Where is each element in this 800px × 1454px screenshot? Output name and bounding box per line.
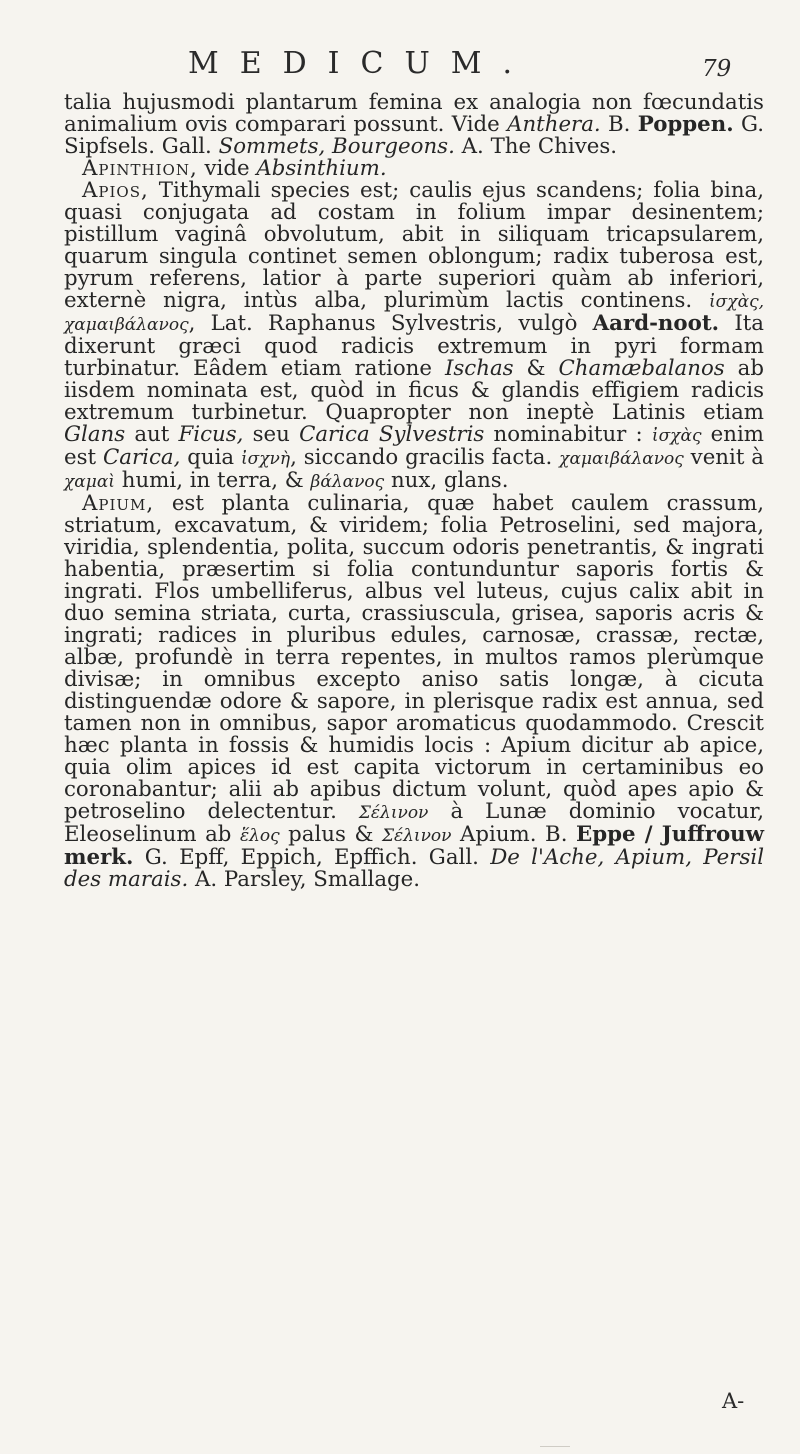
text-span: nux, glans. [384, 468, 509, 493]
text-span: à Lunæ dominio vocatur, Eleoselinum ab [64, 799, 764, 847]
greek-term: ἰσχὰς [651, 426, 702, 446]
text-span: , siccando gracilis facta. [290, 445, 560, 470]
dutch-term: Eppe / Juffrouw merk. [64, 822, 764, 870]
greek-term: χαμαιβάλανος [559, 449, 684, 469]
text-span: humi, in terra, & [114, 468, 311, 493]
french-term: De l'Ache, Apium, Persil des marais. [64, 845, 765, 892]
paragraph-continuation [64, 92, 764, 158]
text-span: vide [197, 156, 257, 181]
dutch-term: Aard-noot. [592, 311, 720, 336]
greek-term: Σέλινον [358, 803, 429, 823]
text-span: talia hujusmodi plantarum femina ex analogia non fœcundatis animalium ovis comparari possunt. Vide [64, 90, 764, 137]
page-number: 79 [702, 56, 732, 82]
text-span: est planta culinaria, quæ habet caulem crassum, striatum, excavatum, & viridem; folia Petroselini, sed majora, viridia, splendentia, polita, succum odoris penetrantis, & ingrati habentia, præsertim si folia contunduntur saporis fortis & ingrati. Flos umbelliferus, albus vel luteus, cujus calix abit in duo semina striata, curta, crassiuscula, grisea, saporis acris & ingrati; radices in pluribus edules, carnosæ, crassæ, rectæ, albæ, profundè in terra repentes, in multos ramos plerùmque divisæ; in omnibus excepto aniso satis longæ, à cicuta distinguendæ odore & sapore, in plerisque radix est annua, sed tamen non in omnibus, sapor aromaticus quodammodo. Crescit hæc planta in fossis & humidis locis : Apium dicitur ab apice, quia olim apices id est capita victorum in certaminibus eo coronabantur; alii ab apibus dictum volunt, quòd apes apio & petroselino delectentur. [64, 491, 764, 824]
text-span: venit à [683, 445, 764, 470]
greek-term: ἰσχνὴ [240, 449, 291, 469]
faint-rule [540, 1446, 570, 1447]
text-span: G. Epff, Eppich, Epffich. Gall. [133, 845, 491, 870]
text-span: , Lat. Raphanus Sylvestris, vulgò [188, 311, 593, 336]
dutch-term: Poppen. [637, 112, 734, 137]
text-span: enim est [64, 422, 764, 470]
text-span: Apium. B. [451, 822, 577, 847]
italic-term: Ischas [444, 356, 514, 381]
catchword: A- [722, 1389, 745, 1413]
entry-headword: Apinthion, [82, 156, 198, 181]
text-span: Tithymali species est; caulis ejus scandens; folia bina, quasi conjugata ad costam in folium impar desinentem; pistillum vaginâ obvolutum, abit in siliquam tricapsularem, quarum singula continet semen oblongum; radix tuberosa est, pyrum referens, latior à parte superiori quàm ab inferiori, externè nigra, intùs alba, plurimùm lactis continens. [64, 178, 764, 313]
italic-term: Ficus, [178, 422, 244, 447]
text-span: B. [600, 112, 638, 137]
text-span: & [513, 356, 559, 381]
text-span: quia [180, 445, 241, 470]
cross-reference: Anthera. [507, 112, 601, 137]
french-term: Sommets, Bourgeons. [218, 134, 455, 159]
italic-term: Chamæbalanos [558, 356, 725, 381]
text-span: nominabitur : [484, 422, 652, 447]
text-span: ab iisdem nominata est, quòd in ficus & glandis effigiem radicis extremum turbinetur. Quapropter non ineptè Latinis etiam [64, 356, 765, 425]
body-text [64, 92, 764, 891]
text-span: A. Parsley, Smallage. [188, 867, 421, 892]
entry-apinthion [64, 158, 764, 180]
italic-term: Carica, [102, 445, 181, 470]
cross-reference: Absinthium. [256, 156, 387, 181]
entry-headword: Apios, [82, 178, 149, 203]
italic-term: Glans [64, 422, 126, 447]
entry-headword: Apium, [82, 491, 155, 516]
text-span: A. The Chives. [454, 134, 618, 159]
running-head [0, 44, 800, 94]
greek-term: χαμαὶ [64, 472, 115, 492]
running-title: MEDICUM. [188, 46, 534, 81]
greek-term: βάλανος [310, 472, 385, 492]
text-span: G. Sipfsels. Gall. [64, 112, 764, 159]
greek-term: ἰσχὰς, χαμαιβάλανος [64, 292, 764, 335]
greek-term: ἕλος [239, 826, 280, 846]
text-span: seu [243, 422, 300, 447]
text-span: aut [125, 422, 179, 447]
italic-term: Carica Sylvestris [299, 422, 485, 447]
text-span: Ita dixerunt græci quod radicis extremum in pyri formam turbinatur. Eâdem etiam ratione [64, 311, 764, 381]
greek-term: Σέλινον [381, 826, 452, 846]
entry-apium [64, 493, 764, 891]
entry-apios [64, 180, 764, 493]
text-span: palus & [279, 822, 382, 847]
